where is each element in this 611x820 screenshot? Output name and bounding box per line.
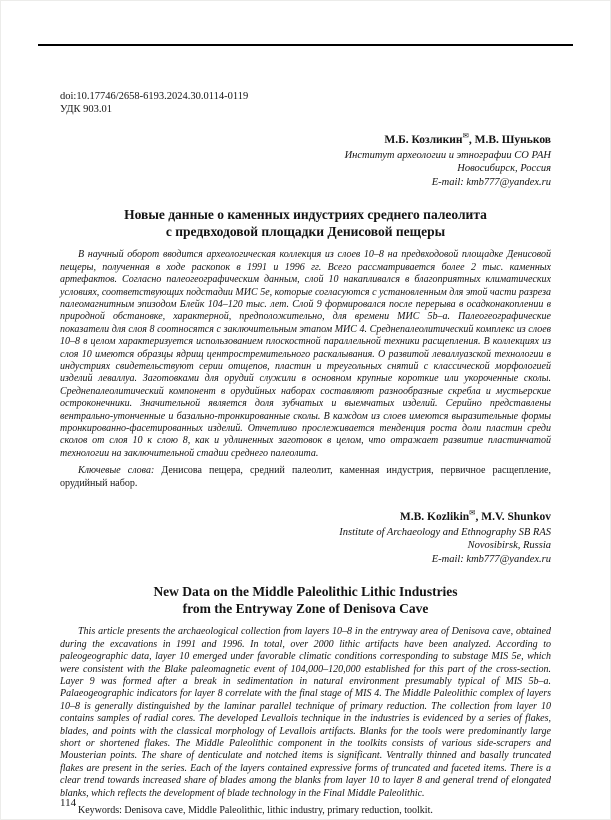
- page-number: 114: [60, 797, 77, 809]
- affiliation-en-institute: Institute of Archaeology and Ethnography SB RAS: [339, 526, 551, 538]
- article-title-ru-line1: Новые данные о каменных индустриях среднего палеолита: [124, 207, 487, 223]
- author-ru-1: М.Б. Козликин: [384, 133, 463, 146]
- affiliation-ru: [60, 149, 551, 190]
- keywords-en-label: Keywords:: [78, 805, 122, 817]
- article-title-ru-line2: с предвходовой площадки Денисовой пещеры: [165, 224, 446, 240]
- keywords-ru-label: Ключевые слова:: [78, 465, 155, 477]
- author-en-2: , M.V. Shunkov: [475, 510, 551, 523]
- affiliation-ru-institute: Институт археологии и этнографии СО РАН: [344, 149, 551, 161]
- article-title-ru: [60, 206, 551, 240]
- affiliation-ru-email: E-mail: kmb777@yandex.ru: [431, 176, 551, 188]
- keywords-en-text: Denisova cave, Middle Paleolithic, lithic industry, primary reduction, toolkit.: [121, 805, 433, 817]
- corresponding-author-icon: ✉: [469, 508, 476, 518]
- affiliation-ru-city: Новосибирск, Россия: [457, 163, 551, 175]
- header-rule: [38, 44, 573, 46]
- keywords-ru-text: Денисова пещера, средний палеолит, каменная индустрия, первичное расщепление, орудийный набор.: [60, 465, 551, 489]
- article-title-en: [60, 583, 551, 617]
- affiliation-en-city: Novosibirsk, Russia: [467, 540, 551, 552]
- affiliation-en: [60, 526, 551, 567]
- corresponding-author-icon: ✉: [462, 131, 469, 140]
- abstract-en: This article presents the archaeological collection from layers 10–8 in the entryway area of Denisova cave, obtained during the excavations in 1991 and 1996. In total, over 2000 lithic artifacts have been analyzed. According to paleogeographic data, layer 10 emerged under favorable climatic conditions corresponding to substage MIS 5e, which were consistent with the Blake paleomagnetic event of 104,000–120,000 established for this part of the cross-section. Layer 9 was formed after a break in sedimentation in natural environment presumably typical of MIS 5b–a. Palaeogeographic indicators for layer 8 correlate with the final stage of MIS 4. The Middle Paleolithic complex of layers 10–8 is generally distinguished by the laminar parallel technique of primary reduction. The collection from layer 10 contains samples of radial cores. The developed Levallois technique in the industries is evidenced by a series of flakes, blades, and points with the classical morphology of Levallois artifacts. Blanks for the tools were predominantly large short or shortened flakes. The Middle Paleolithic component in the toolkits consists of various side-scrapers and Mousterian points. The share of denticulate and notched items is significant. Ventrally thinned and basally truncated flakes are present in the series. Each of the layers contained expressive forms of truncated and faceted items. There is a clear trend towards increased share of blades among the blanks from layer 10 to layer 8 and general trend of elongated blanks, which reflects the development of blade technology in the Final Middle Paleolithic.: [60, 626, 551, 799]
- udc-code: УДК 903.01: [60, 104, 113, 115]
- article-title-en-line2: from the Entryway Zone of Denisova Cave: [182, 601, 429, 617]
- article-meta: [60, 90, 551, 116]
- keywords-en: [60, 805, 551, 817]
- authors-en: [60, 506, 551, 524]
- article-title-en-line1: New Data on the Middle Paleolithic Lithic Industries: [153, 584, 458, 600]
- author-en-1: M.B. Kozlikin: [399, 510, 470, 523]
- keywords-ru: [60, 465, 551, 490]
- affiliation-en-email: E-mail: kmb777@yandex.ru: [431, 553, 551, 565]
- author-ru-2: , М.В. Шуньков: [468, 133, 551, 146]
- abstract-ru: В научный оборот вводится археологическая коллекция из слоев 10–8 на предвходовой площадке Денисовой пещеры, полученная в ходе раскопок в 1991 и 1996 гг. Всего рассматривается более 2 тыс. каменных артефактов. Согласно палеогеографическим данным, слой 10 накапливался в благоприятных климатических условиях, соответствующих подстадии МИС 5е, которые согласуются с установленным для этой части разреза палеомагнитным эпизодом Блейк 104–120 тыс. лет. Слой 9 формировался после перерыва в осадконакоплении в природной обстановке, характерной, предположительно, для времени МИС 5b–a. Палеогеографические показатели для слоя 8 соотносятся с заключительным этапом МИС 4. Среднепалеолитический комплекс из слоев 10–8 в целом характеризуется использованием плоскостной параллельной техники расщепления. В коллекциях из слоя 10 имеются образцы ядрищ центростремительного раскалывания. О развитой леваллуазской технологии в индустриях свидетельствуют серии отщепов, пластин и треугольных снятий с классической морфологией изделий леваллуа. Заготовками для орудий служили в основном крупные короткие или укороченные сколы. Среднепалеолитический компонент в орудийных наборах составляют разнообразные скребла и мустьерские остроконечники. Значительной является доля зубчатых и выемчатых изделий. Серийно представлены вентрально-утонченные и базально-тронкированные сколы. В каждом из слоев имеются выразительные формы тронкированно-фасетированных изделий. Отчетливо прослеживается тенденция роста доли пластин среди сколов от слоя 10 к слою 8, как и удлиненных заготовок в целом, что отражает развитие пластинчатой технологии на заключительной стадии среднего палеолита.: [60, 249, 551, 459]
- doi: doi:10.17746/2658-6193.2024.30.0114-0119: [60, 91, 249, 102]
- authors-ru: [60, 129, 551, 147]
